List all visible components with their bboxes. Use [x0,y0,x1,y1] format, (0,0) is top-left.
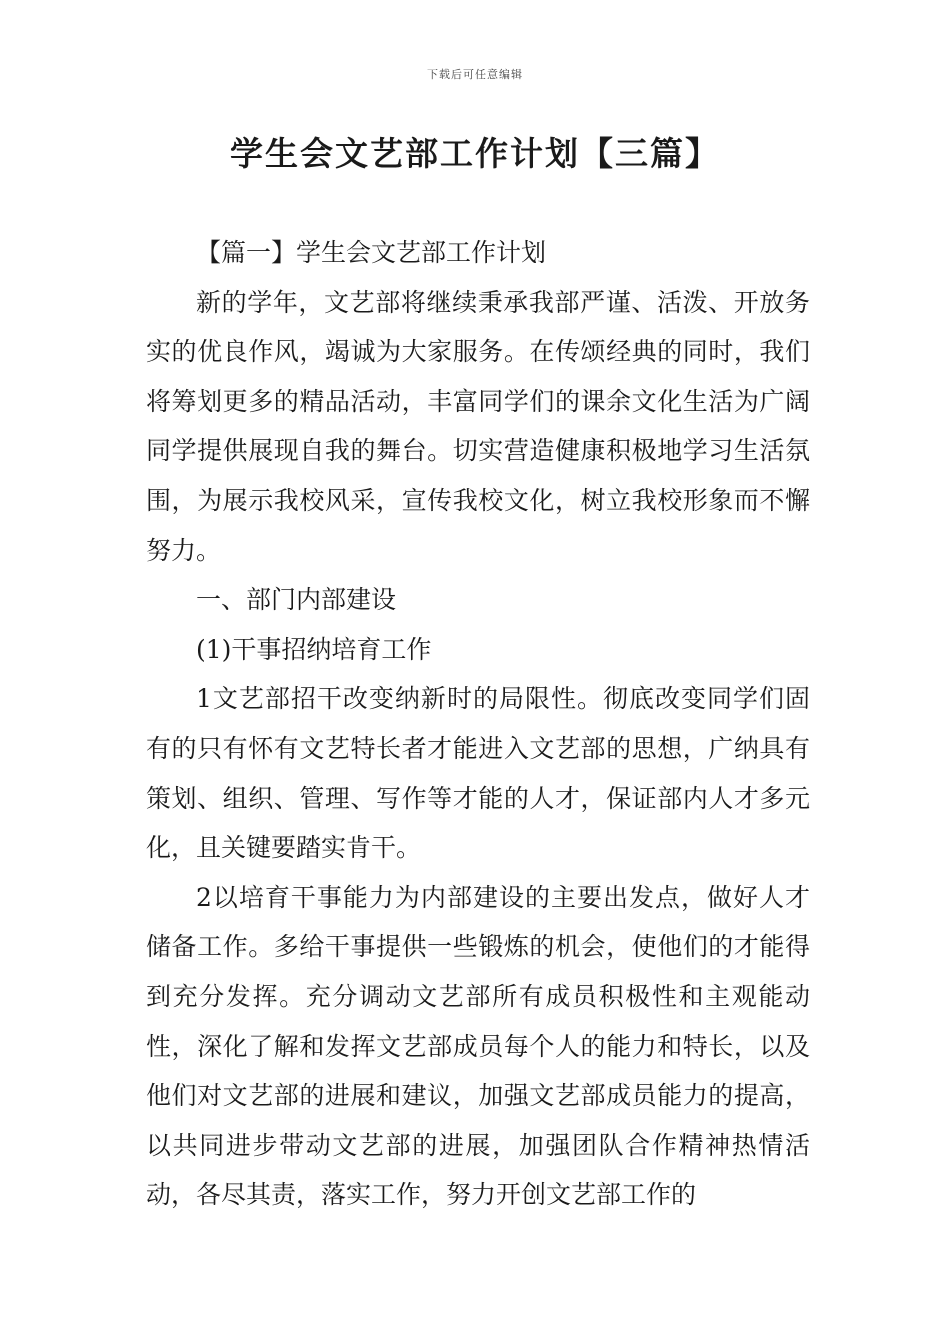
subsection-heading: 一、部门内部建设 [196,585,397,615]
header-note: 下载后可任意编辑 [427,68,523,81]
section-heading: 【篇一】学生会文艺部工作计划 [196,238,547,267]
subsection-heading: (1)干事招纳培育工作 [196,634,432,664]
paragraph: 新的学年，文艺部将继续秉承我部严谨、活泼、开放务实的优良作风，竭诚为大家服务。在传颂经典的同时，我们将筹划更多的精品活动，丰富同学们的课余文化生活为广阔同学提供展现自我的舞台。切实营造健康积极地学习生活氛围，为展示我校风采，宣传我校文化，树立我校形象而不懈努力。 [146,287,810,565]
paragraph: 2以培育干事能力为内部建设的主要出发点，做好人才储备工作。多给干事提供一些锻炼的机会，使他们的才能得到充分发挥。充分调动文艺部所有成员积极性和主观能动性，深化了解和发挥文艺部成员每个人的能力和特长，以及他们对文艺部的进展和建议，加强文艺部成员能力的提高，以共同进步带动文艺部的进展，加强团队合作精神热情活动，各尽其责，落实工作，努力开创文艺部工作的 [146,882,810,1210]
paragraph: 1文艺部招干改变纳新时的局限性。彻底改变同学们固有的只有怀有文艺特长者才能进入文艺部的思想，广纳具有策划、组织、管理、写作等才能的人才，保证部内人才多元化，且关键要踏实肯干。 [146,684,810,863]
document-body [146,228,810,1220]
document-title: 学生会文艺部工作计划【三篇】 [230,134,720,173]
